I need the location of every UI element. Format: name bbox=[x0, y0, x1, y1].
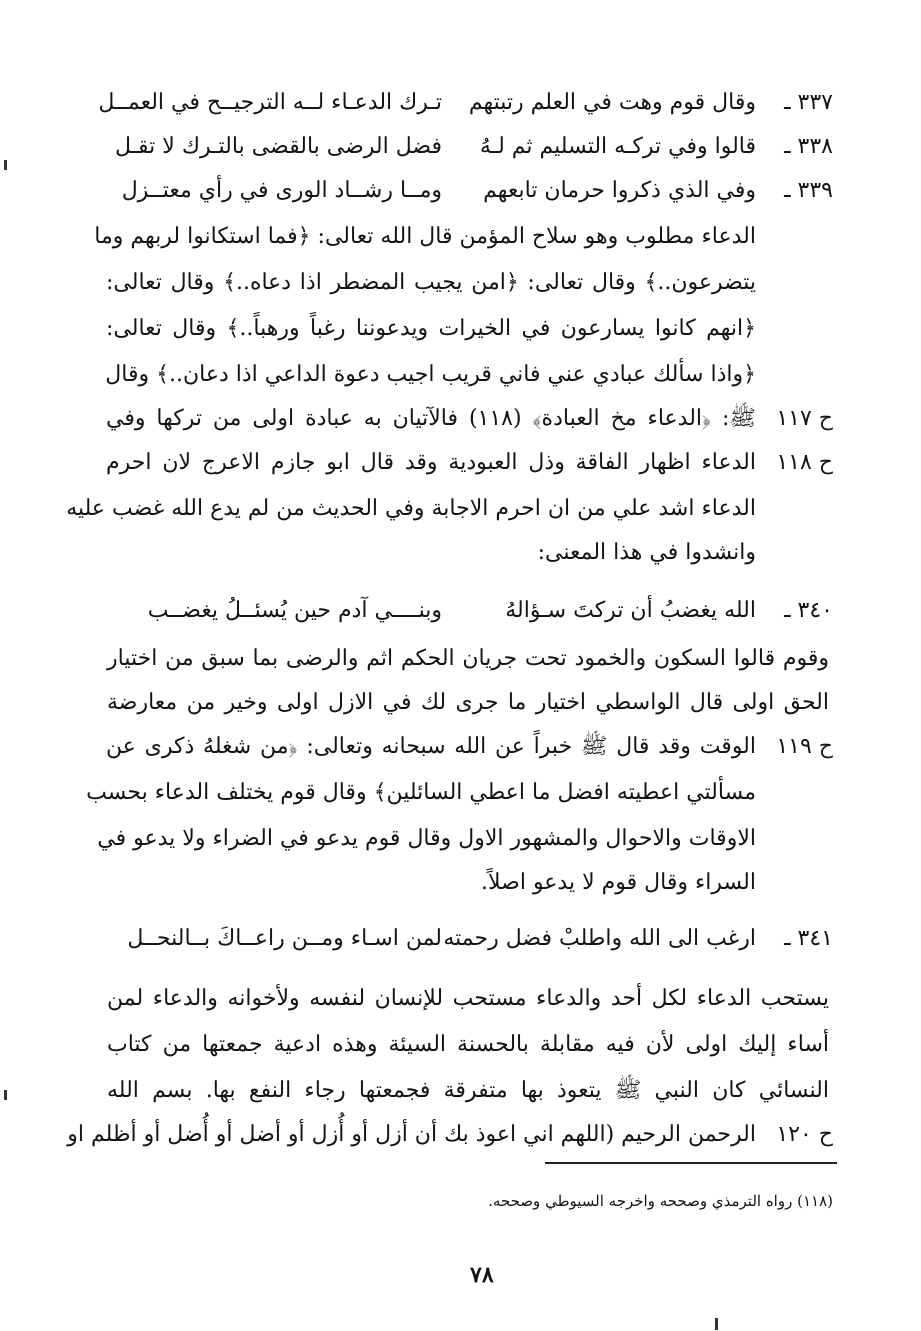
page-number: ٧٨ bbox=[470, 1262, 494, 1288]
verse-hemistich-second: فضل الرضى بالقضى بالتـرك لا تقـل bbox=[114, 134, 442, 159]
text-line: الوقت وقد قال ﷺ خبراً عن الله سبحانه وتعالى: ﴿من شغلهُ ذكرى عن bbox=[106, 734, 756, 759]
text-line: الاوقات والاحوال والمشهور الاول وقال قوم يدعو في الضراء ولا يدعو في bbox=[97, 826, 756, 851]
text-line: الدعاء اشد علي من ان احرم الاجابة وفي الحديث من لم يدع الله غضب عليه bbox=[66, 496, 756, 521]
text-line: أساء إليك اولى لأن فيه مقابلة بالحسنة السيئة وهذه ادعية جمعتها من كتاب bbox=[107, 1032, 829, 1057]
hadith-number: ح ١١٨ bbox=[776, 450, 833, 475]
text-line: وقوم قالوا السكون والخمود تحت جريان الحكم اثم والرضى بما سبق من اختيار bbox=[107, 646, 829, 671]
margin-mark bbox=[715, 1318, 718, 1330]
text-line: الدعاء اظهار الفاقة وذل العبودية وقد قال ابو جازم الاعرج لان احرم bbox=[106, 450, 756, 475]
verse-hemistich-first: قالوا وفي تركـه التسليم ثم لـهُ bbox=[479, 134, 756, 159]
footnote: (١١٨) رواه الترمذي وصححه واخرجه السيوطي وصححه. bbox=[488, 1192, 833, 1210]
verse-hemistich-second: لمن اسـاء ومــن راعــاكَ بــالنحــل bbox=[127, 926, 442, 951]
verse-number: ٣٤٠ ـ bbox=[784, 598, 833, 623]
text-line: يستحب الدعاء لكل أحد والدعاء مستحب للإنسان لنفسه ولأخوانه والدعاء لمن bbox=[107, 986, 829, 1011]
text-line: ﴿واذا سألك عبادي عني فاني قريب اجيب دعوة الداعي اذا دعان..﴾ وقال bbox=[105, 362, 756, 387]
verse-hemistich-first: ارغب الى الله واطلبْ فضل رحمته bbox=[443, 926, 756, 951]
margin-mark bbox=[4, 1090, 7, 1100]
hadith-number: ح ١٢٠ bbox=[776, 1122, 833, 1147]
text-line: الدعاء مطلوب وهو سلاح المؤمن قال الله تعالى: ﴿فما استكانوا لربهم وما bbox=[94, 224, 756, 249]
text-line: ﷺ: ﴿الدعاء مخ العبادة﴾ (١١٨) فالآتيان به عبادة اولى من تركها وفي bbox=[106, 406, 756, 431]
hadith-number: ح ١١٧ bbox=[776, 406, 833, 431]
footnote-separator bbox=[545, 1162, 837, 1164]
text-line: النسائي كان النبي ﷺ يتعوذ بها متفرقة فجمعتها رجاء النفع بها. بسم الله bbox=[107, 1078, 829, 1103]
verse-hemistich-second: تـرك الدعـاء لــه الترجيــح في العمــل bbox=[98, 90, 442, 115]
verse-hemistich-second: وبنــــي آدم حين يُسئــلُ يغضــب bbox=[147, 598, 442, 623]
hadith-number: ح ١١٩ bbox=[776, 734, 833, 759]
text-line: الرحمن الرحيم (اللهم اني اعوذ بك أن أزل أو أُزل أو أضل أو أُضل أو أظلم او bbox=[67, 1122, 756, 1147]
margin-mark bbox=[4, 160, 7, 170]
text-line: يتضرعون..﴾ وقال تعالى: ﴿امن يجيب المضطر اذا دعاه..﴾ وقال تعالى: bbox=[106, 270, 756, 295]
verse-number: ٣٣٩ ـ bbox=[784, 178, 833, 203]
verse-hemistich-first: وفي الذي ذكروا حرمان تابعهم bbox=[483, 178, 756, 203]
text-line: ﴿انهم كانوا يسارعون في الخيرات ويدعوننا رغباً ورهباً..﴾ وقال تعالى: bbox=[106, 316, 756, 341]
text-line: السراء وقال قوم لا يدعو اصلاً. bbox=[481, 870, 756, 895]
verse-hemistich-first: الله يغضبُ أن تركتَ سـؤالهُ bbox=[505, 598, 756, 623]
verse-hemistich-second: ومــا رشــاد الورى في رأي معتــزل bbox=[121, 178, 442, 203]
verse-number: ٣٤١ ـ bbox=[784, 926, 833, 951]
verse-number: ٣٣٧ ـ bbox=[784, 90, 833, 115]
verse-hemistich-first: وقال قوم وهت في العلم رتبتهم bbox=[468, 90, 756, 115]
text-line: الحق اولى قال الواسطي اختيار ما جرى لك في الازل اولى وخير من معارضة bbox=[107, 690, 829, 715]
text-line: وانشدوا في هذا المعنى: bbox=[537, 540, 756, 565]
text-line: مسألتي اعطيته افضل ما اعطي السائلين﴾ وقال قوم يختلف الدعاء بحسب bbox=[86, 780, 756, 805]
verse-number: ٣٣٨ ـ bbox=[784, 134, 833, 159]
